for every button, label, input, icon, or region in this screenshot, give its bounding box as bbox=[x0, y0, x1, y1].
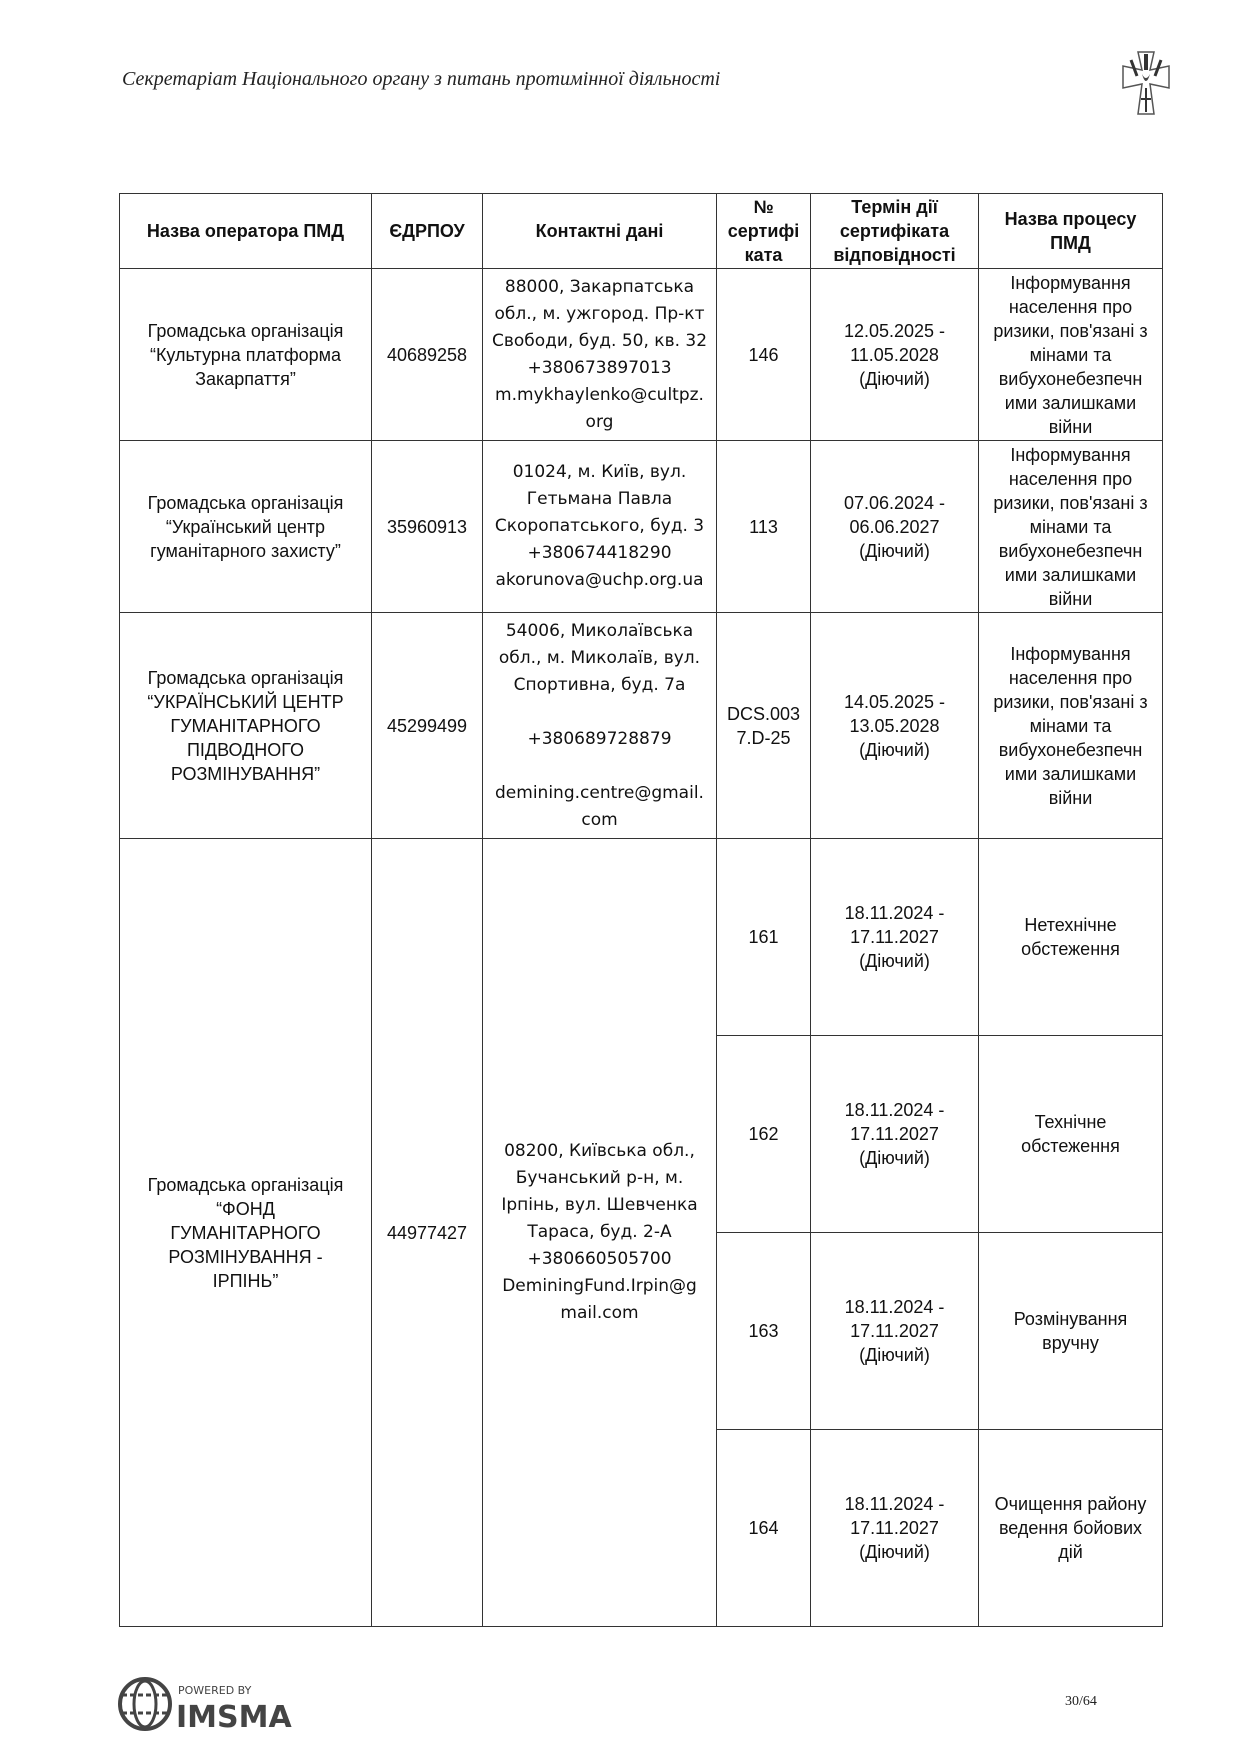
table-row bbox=[120, 441, 1163, 613]
contact-details: 88000, Закарпатська обл., м. ужгород. Пр-кт Свободи, буд. 50, кв. 32 +380673897013 m.mykhaylenko@cultpz. org bbox=[483, 269, 717, 441]
process-name: Інформування населення про ризики, пов'язані з мінами та вибухонебезпечн ими залишками війни bbox=[979, 441, 1163, 613]
certificate-number: 161 bbox=[717, 839, 811, 1036]
document-header-title: Секретаріат Національного органу з питань протимінної діяльності bbox=[122, 68, 721, 90]
certificate-number: 146 bbox=[717, 269, 811, 441]
page-number: 30/64 bbox=[1065, 1694, 1097, 1709]
column-header-edrpou: ЄДРПОУ bbox=[372, 194, 483, 269]
contact-details: 01024, м. Київ, вул. Гетьмана Павла Скоропатського, буд. 3 +380674418290 akorunova@uchp.org.ua bbox=[483, 441, 717, 613]
edrpou-code: 35960913 bbox=[372, 441, 483, 613]
certificate-term: 12.05.2025 - 11.05.2028 (Діючий) bbox=[811, 269, 979, 441]
certificate-term: 18.11.2024 - 17.11.2027 (Діючий) bbox=[811, 1430, 979, 1627]
column-header-cert-term: Термін дії сертифіката відповідності bbox=[811, 194, 979, 269]
logo-powered-by: POWERED BY bbox=[178, 1684, 252, 1697]
operator-name: Громадська організація “Український центр гуманітарного захисту” bbox=[120, 441, 372, 613]
certificate-number: DCS.003 7.D-25 bbox=[717, 613, 811, 839]
operator-name: Громадська організація “УКРАЇНСЬКИЙ ЦЕНТР ГУМАНІТАРНОГО ПІДВОДНОГО РОЗМІНУВАННЯ” bbox=[120, 613, 372, 839]
certificate-number: 113 bbox=[717, 441, 811, 613]
column-header-contact: Контактні дані bbox=[483, 194, 717, 269]
column-header-operator: Назва оператора ПМД bbox=[120, 194, 372, 269]
operator-name: Громадська організація “ФОНД ГУМАНІТАРНОГО РОЗМІНУВАННЯ - ІРПІНЬ” bbox=[120, 839, 372, 1627]
process-name: Технічне обстеження bbox=[979, 1036, 1163, 1233]
operator-name: Громадська організація “Культурна платформа Закарпаття” bbox=[120, 269, 372, 441]
certificate-number: 163 bbox=[717, 1233, 811, 1430]
edrpou-code: 40689258 bbox=[372, 269, 483, 441]
certificate-term: 18.11.2024 - 17.11.2027 (Діючий) bbox=[811, 1233, 979, 1430]
process-name: Інформування населення про ризики, пов'язані з мінами та вибухонебезпечн ими залишками війни bbox=[979, 613, 1163, 839]
process-name: Нетехнічне обстеження bbox=[979, 839, 1163, 1036]
logo-imsma: IMSMA bbox=[176, 1700, 292, 1735]
edrpou-code: 45299499 bbox=[372, 613, 483, 839]
certificate-term: 14.05.2025 - 13.05.2028 (Діючий) bbox=[811, 613, 979, 839]
imsma-logo bbox=[118, 1675, 292, 1735]
column-header-cert-number: № сертифі ката bbox=[717, 194, 811, 269]
table-row bbox=[120, 839, 1163, 1036]
table-header-row bbox=[120, 194, 1163, 269]
table-row bbox=[120, 613, 1163, 839]
certificate-number: 162 bbox=[717, 1036, 811, 1233]
edrpou-code: 44977427 bbox=[372, 839, 483, 1627]
emblem-icon bbox=[1117, 48, 1175, 120]
operators-table bbox=[119, 193, 1163, 1627]
process-name: Очищення району ведення бойових дій bbox=[979, 1430, 1163, 1627]
certificate-term: 07.06.2024 - 06.06.2027 (Діючий) bbox=[811, 441, 979, 613]
certificate-number: 164 bbox=[717, 1430, 811, 1627]
contact-details: 08200, Київська обл., Бучанський р-н, м. Ірпінь, вул. Шевченка Тараса, буд. 2-А +380660505700 DeminingFund.Irpin@g mail.com bbox=[483, 839, 717, 1627]
table-row bbox=[120, 269, 1163, 441]
process-name: Інформування населення про ризики, пов'язані з мінами та вибухонебезпечн ими залишками війни bbox=[979, 269, 1163, 441]
globe-icon bbox=[120, 1679, 170, 1729]
certificate-term: 18.11.2024 - 17.11.2027 (Діючий) bbox=[811, 1036, 979, 1233]
column-header-process: Назва процесу ПМД bbox=[979, 194, 1163, 269]
contact-details: 54006, Миколаївська обл., м. Миколаїв, вул. Спортивна, буд. 7а +380689728879 demining.centre@gmail. com bbox=[483, 613, 717, 839]
process-name: Розмінування вручну bbox=[979, 1233, 1163, 1430]
certificate-term: 18.11.2024 - 17.11.2027 (Діючий) bbox=[811, 839, 979, 1036]
